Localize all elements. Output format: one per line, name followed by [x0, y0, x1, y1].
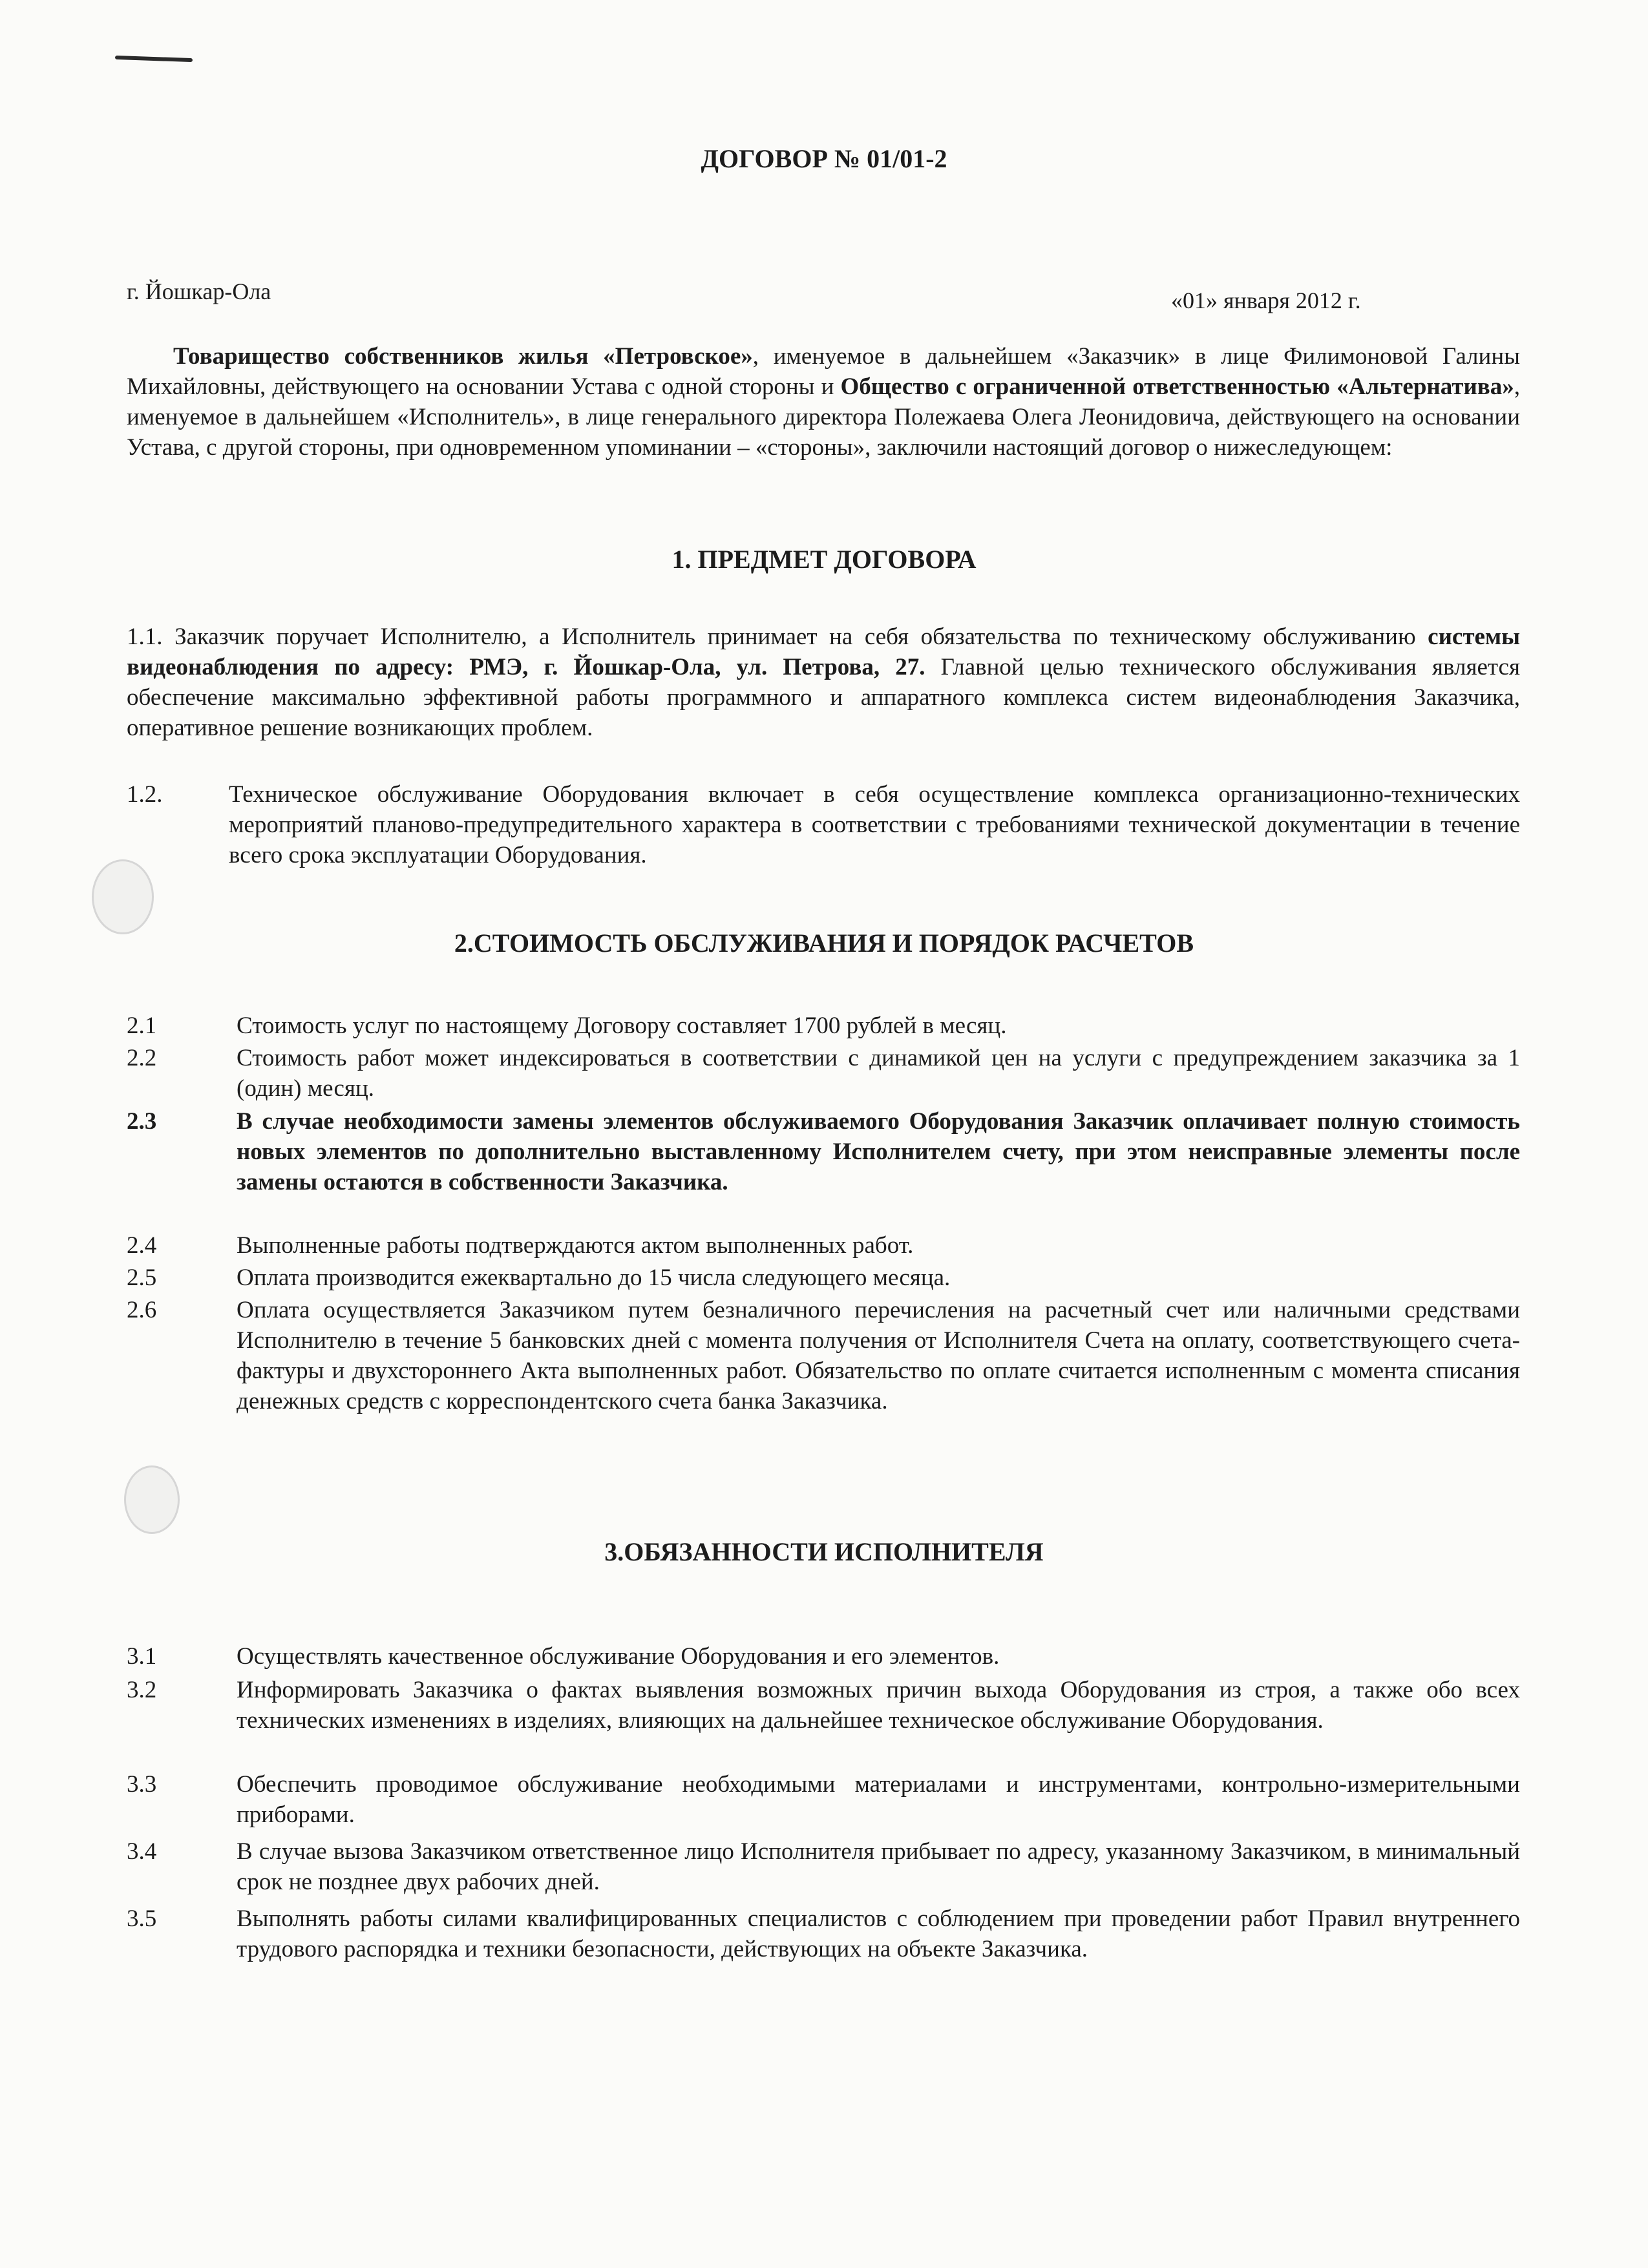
- scan-mark: [115, 56, 193, 62]
- contract-title: ДОГОВОР № 01/01-2: [701, 144, 947, 173]
- item-2-3: [127, 1106, 1520, 1197]
- punch-hole-bottom: [124, 1465, 180, 1534]
- item-2-1: [127, 1011, 1520, 1041]
- item-2-6-num: 2.6: [127, 1297, 157, 1323]
- item-2-2: [127, 1043, 1520, 1104]
- item-3-1: [127, 1641, 1520, 1672]
- item-2-5: [127, 1263, 1520, 1293]
- item-3-4: [127, 1836, 1520, 1897]
- item-2-3-num: 2.3: [127, 1108, 157, 1135]
- item-3-3-text: Обеспечить проводимое обслуживание необходимыми материалами и инструментами, контрольно-измерительными приборами.: [237, 1771, 1520, 1828]
- item-3-2-num: 3.2: [127, 1677, 157, 1703]
- item-2-5-text: Оплата производится ежеквартально до 15 числа следующего месяца.: [237, 1265, 951, 1291]
- item-2-2-text: Стоимость работ может индексироваться в соответствии с динамикой цен на услуги с предупреждением заказчика за 1 (один) месяц.: [237, 1045, 1520, 1102]
- item-1-1-num: 1.1.: [127, 624, 163, 650]
- item-3-1-text: Осуществлять качественное обслуживание Оборудования и его элементов.: [237, 1643, 1000, 1670]
- item-1-1: [127, 622, 1520, 743]
- item-3-3: [127, 1769, 1520, 1830]
- item-2-5-num: 2.5: [127, 1265, 157, 1291]
- item-3-5-text: Выполнять работы силами квалифицированных специалистов с соблюдением при проведении работ Правил внутреннего трудового распорядка и техники безопасности, действующих на объекте Заказчика.: [237, 1906, 1520, 1962]
- item-1-1-text-a: Заказчик поручает Исполнителю, а Исполнитель принимает на себя обязательства по техническому обслуживанию: [174, 624, 1428, 650]
- item-3-2: [127, 1675, 1520, 1736]
- item-2-4: [127, 1230, 1520, 1261]
- item-1-2-num: 1.2.: [127, 781, 163, 808]
- item-3-5: [127, 1904, 1520, 1964]
- item-1-2: [127, 779, 1520, 870]
- preamble-text-2: , именуемое в дальнейшем «Исполнитель», в лице генерального директора Полежаева Олега Леонидовича, действующего на основании Устава, с другой стороны, при одновременном упоминании – «стороны», заключили настоящий договор о нижеследующем:: [127, 373, 1520, 461]
- item-2-4-text: Выполненные работы подтверждаются актом выполненных работ.: [237, 1232, 914, 1259]
- item-1-1-text-b: Главной целью технического обслуживания является обеспечение максимально эффективной работы программного и аппаратного комплекса систем видеонаблюдения Заказчика, оперативное решение возникающих проблем.: [127, 654, 1520, 741]
- item-3-4-text: В случае вызова Заказчиком ответственное лицо Исполнителя прибывает по адресу, указанному Заказчиком, в минимальный срок не позднее двух рабочих дней.: [237, 1838, 1520, 1895]
- section-2-title: 2.СТОИМОСТЬ ОБСЛУЖИВАНИЯ И ПОРЯДОК РАСЧЕТОВ: [454, 929, 1194, 958]
- contract-date: «01» января 2012 г.: [1171, 288, 1361, 313]
- item-2-3-text: В случае необходимости замены элементов обслуживаемого Оборудования Заказчик оплачивает полную стоимость новых элементов по дополнительно выставленному Исполнителем счету, при этом неисправные элементы после замены остаются в собственности Заказчика.: [237, 1108, 1520, 1195]
- section-1-title: 1. ПРЕДМЕТ ДОГОВОРА: [671, 545, 977, 574]
- item-3-1-num: 3.1: [127, 1643, 157, 1670]
- punch-hole-top: [92, 859, 154, 934]
- contract-place: г. Йошкар-Ола: [127, 278, 271, 304]
- item-2-6-text: Оплата осуществляется Заказчиком путем безналичного перечисления на расчетный счет или наличными средствами Исполнителю в течение 5 банковских дней с момента получения от Исполнителя Счета на оплату, соответствующего счета-фактуры и двухстороннего Акта выполненных работ. Обязательство по оплате считается исполненным с момента списания денежных средств с корреспондентского счета банка Заказчика.: [237, 1297, 1520, 1414]
- item-2-1-text: Стоимость услуг по настоящему Договору составляет 1700 рублей в месяц.: [237, 1013, 1007, 1039]
- section-3-title: 3.ОБЯЗАННОСТИ ИСПОЛНИТЕЛЯ: [604, 1537, 1044, 1566]
- preamble: [127, 341, 1520, 463]
- item-1-1-address: системы видеонаблюдения по адресу: РМЭ, г. Йошкар-Ола, ул. Петрова, 27.: [127, 624, 1521, 680]
- item-3-3-num: 3.3: [127, 1771, 157, 1798]
- item-3-5-num: 3.5: [127, 1906, 157, 1932]
- party-contractor: Общество с ограниченной ответственностью «Альтернатива»: [840, 373, 1514, 400]
- preamble-text-1: , именуемое в дальнейшем «Заказчик» в лице Филимоновой Галины Михайловны, действующего на основании Устава с одной стороны и: [127, 343, 1520, 400]
- party-customer: Товарищество собственников жилья «Петровское»: [173, 343, 753, 370]
- item-2-4-num: 2.4: [127, 1232, 157, 1259]
- item-3-2-text: Информировать Заказчика о фактах выявления возможных причин выхода Оборудования из строя, а также обо всех технических изменениях в изделиях, влияющих на дальнейшее техническое обслуживание Оборудования.: [237, 1677, 1520, 1734]
- item-2-6: [127, 1295, 1520, 1416]
- item-1-2-text: Техническое обслуживание Оборудования включает в себя осуществление комплекса организационно-технических мероприятий планово-предупредительного характера в соответствии с требованиями технической документации в течение всего срока эксплуатации Оборудования.: [229, 781, 1520, 868]
- item-2-2-num: 2.2: [127, 1045, 157, 1071]
- item-2-1-num: 2.1: [127, 1013, 157, 1039]
- item-3-4-num: 3.4: [127, 1838, 157, 1865]
